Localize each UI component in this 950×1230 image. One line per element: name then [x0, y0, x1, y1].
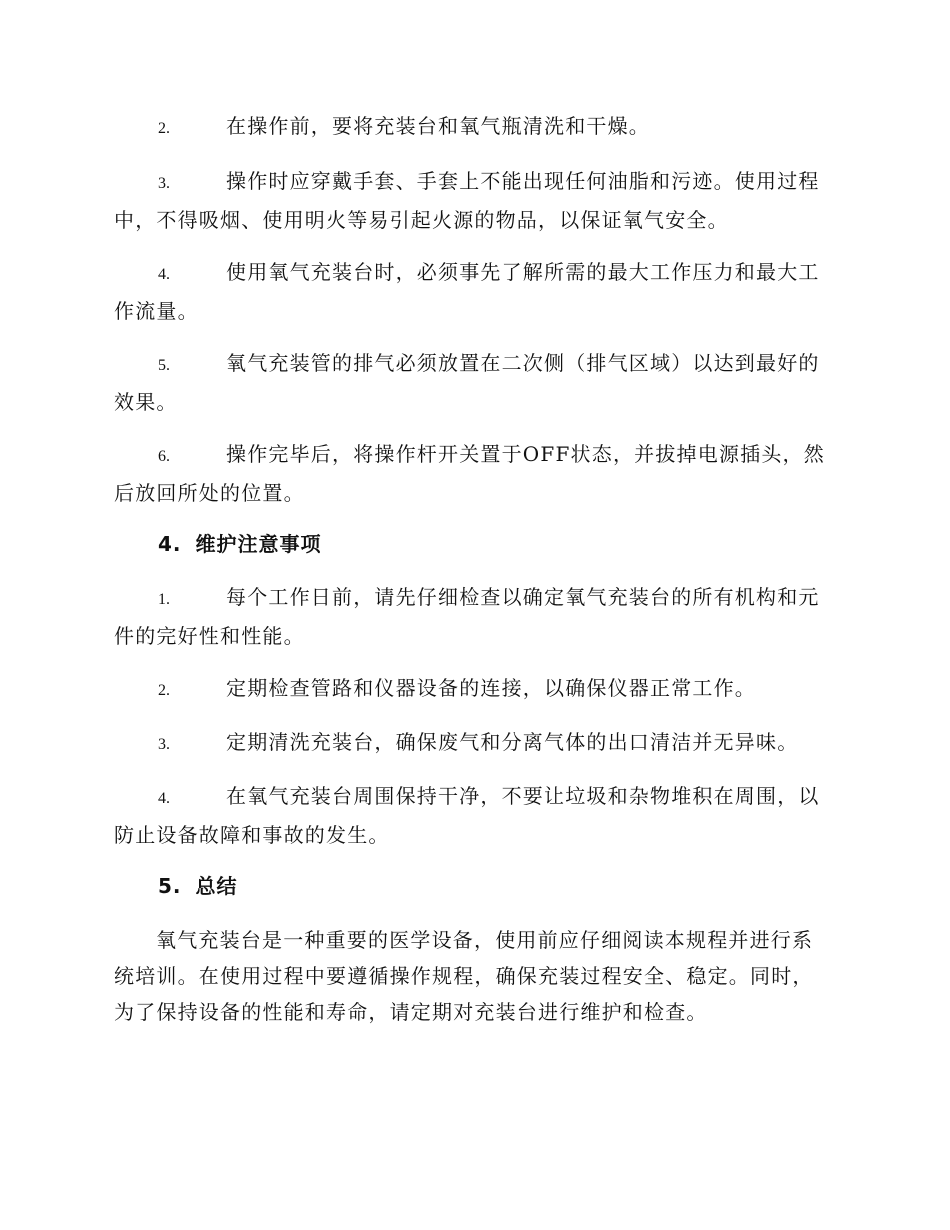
list-item — [114, 345, 834, 420]
list-item — [114, 579, 834, 654]
list-item-number: 4. — [158, 266, 170, 283]
list-item — [114, 778, 834, 853]
list-item-number: 2. — [158, 682, 170, 699]
list-item-text: 每个工作日前，请先仔细检查以确定氧气充装台的所有机构和元件的完好性和性能。 — [114, 585, 820, 648]
list-item — [114, 163, 834, 238]
list-item — [114, 436, 834, 511]
section-heading — [158, 526, 322, 562]
section-title: 维护注意事项 — [195, 532, 322, 556]
list-item-number: 6. — [158, 448, 170, 465]
list-item-text: 在操作前，要将充装台和氧气瓶清洗和干燥。 — [226, 114, 650, 138]
section-heading — [158, 868, 238, 904]
list-item-number: 3. — [158, 736, 170, 753]
list-item-text: 定期检查管路和仪器设备的连接，以确保仪器正常工作。 — [226, 676, 756, 700]
list-item-number: 5. — [158, 357, 170, 374]
list-item-number: 1. — [158, 591, 170, 608]
list-item-text: 操作完毕后，将操作杆开关置于OFF状态，并拔掉电源插头，然后放回所处的位置。 — [114, 442, 825, 505]
list-item — [114, 254, 834, 329]
list-item — [114, 670, 834, 709]
list-item-text: 氧气充装管的排气必须放置在二次侧（排气区域）以达到最好的效果。 — [114, 351, 820, 414]
list-item-number: 3. — [158, 175, 170, 192]
list-item-text: 定期清洗充装台，确保废气和分离气体的出口清洁并无异味。 — [226, 730, 799, 754]
list-item-number: 2. — [158, 120, 170, 137]
list-item — [114, 108, 834, 147]
section-title: 总结 — [195, 874, 238, 898]
summary-paragraph: 氧气充装台是一种重要的医学设备，使用前应仔细阅读本规程并进行系统培训。在使用过程中要遵循操作规程，确保充装过程安全、稳定。同时，为了保持设备的性能和寿命，请定期对充装台进行维护和检查。 — [114, 928, 814, 1024]
list-item-text: 操作时应穿戴手套、手套上不能出现任何油脂和污迹。使用过程中，不得吸烟、使用明火等易引起火源的物品，以保证氧气安全。 — [114, 169, 820, 232]
section-number: 4. — [158, 532, 182, 556]
list-item-text: 使用氧气充装台时，必须事先了解所需的最大工作压力和最大工作流量。 — [114, 260, 820, 323]
list-item-text: 在氧气充装台周围保持干净，不要让垃圾和杂物堆积在周围，以防止设备故障和事故的发生。 — [114, 784, 820, 847]
list-item-number: 4. — [158, 790, 170, 807]
list-item — [114, 724, 834, 763]
section-number: 5. — [158, 874, 182, 898]
